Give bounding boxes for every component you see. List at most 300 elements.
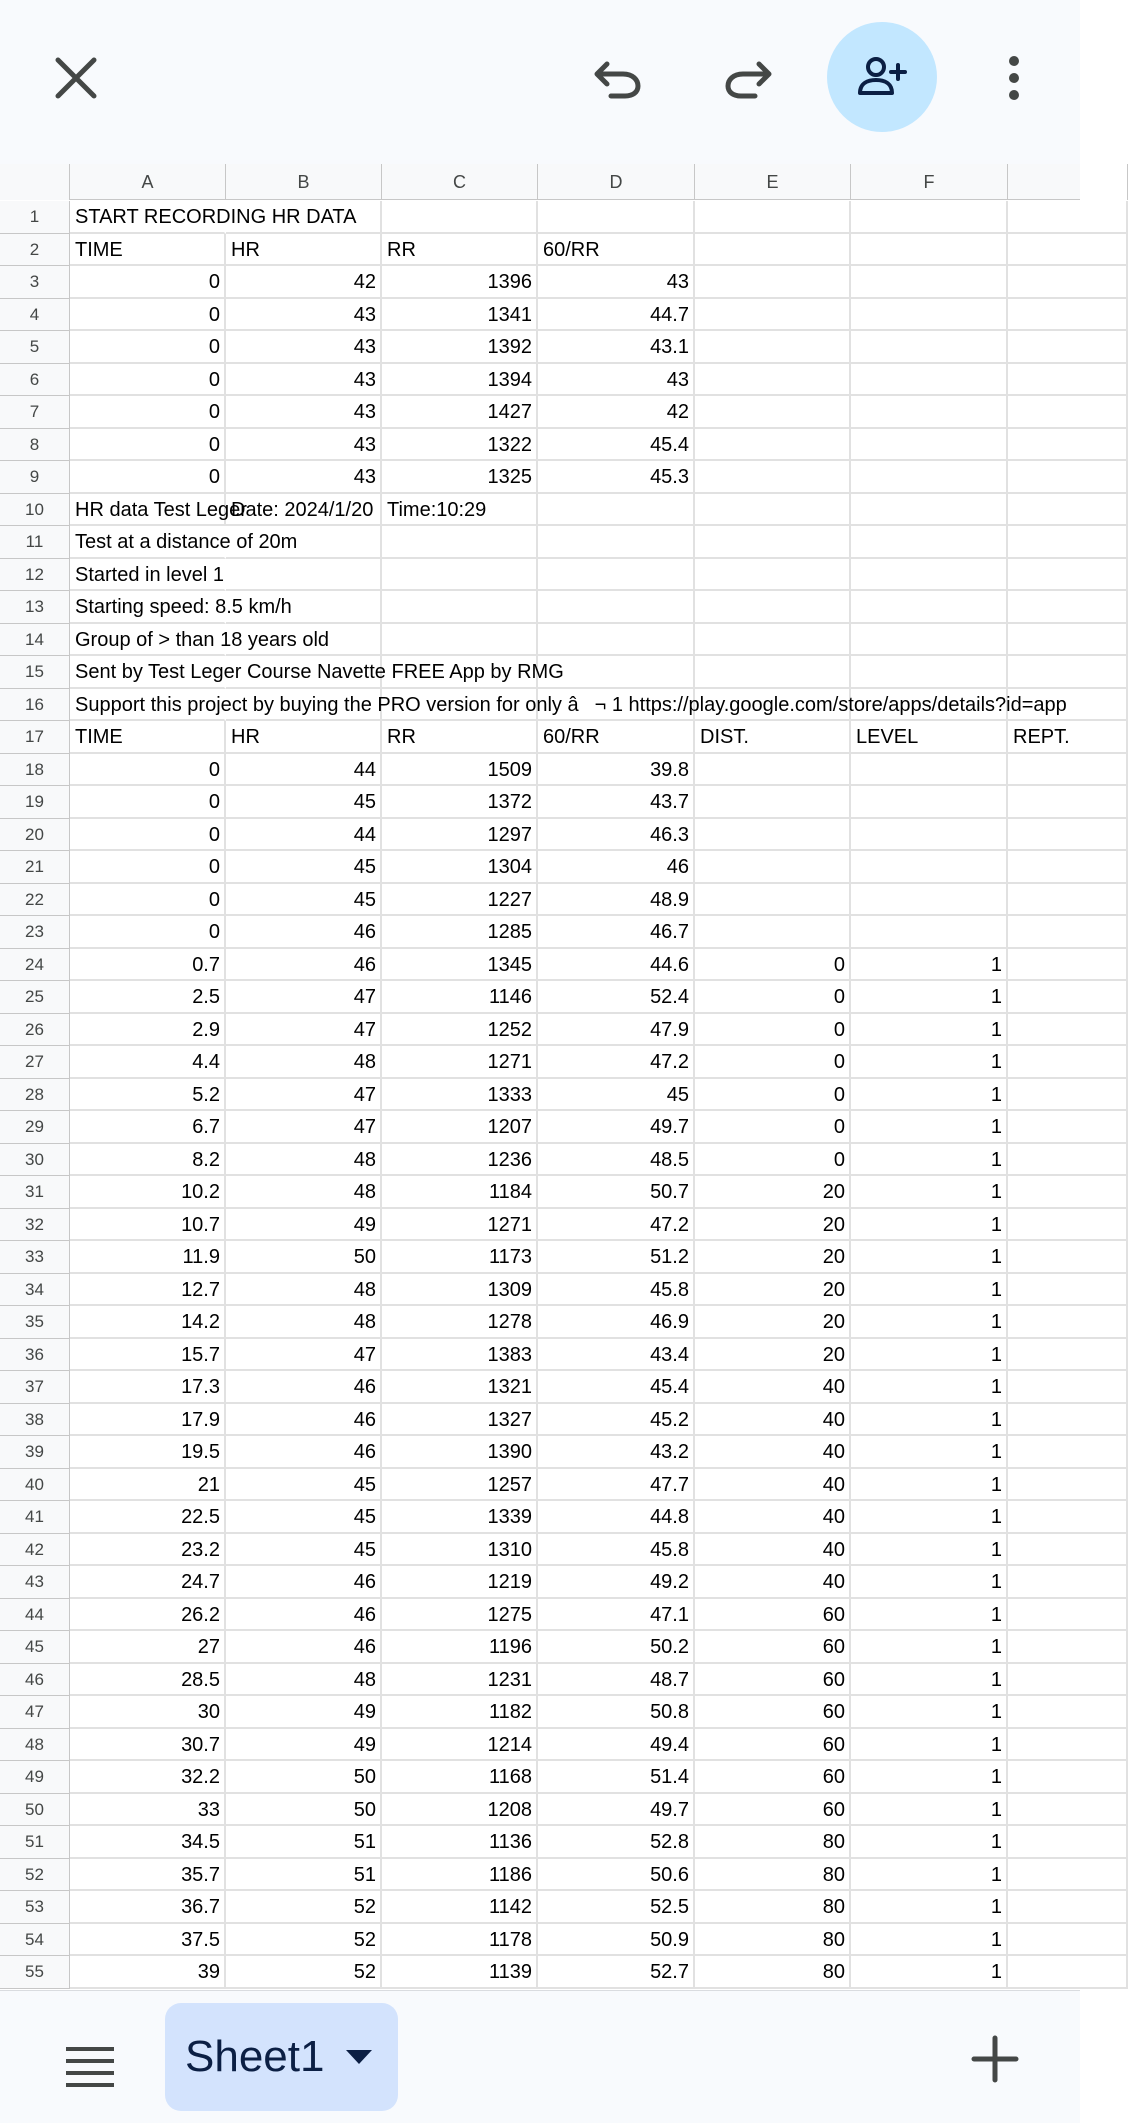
cell-g[interactable] <box>1008 559 1128 592</box>
cell-g[interactable] <box>1008 266 1128 299</box>
row-number[interactable]: 34 <box>0 1274 70 1307</box>
cell-a[interactable]: 2.9 <box>70 1014 226 1047</box>
row-number[interactable]: 7 <box>0 396 70 429</box>
cell-d[interactable]: 46.3 <box>538 819 695 852</box>
cell-g[interactable] <box>1008 1079 1128 1112</box>
cell-g[interactable] <box>1008 1274 1128 1307</box>
cell-c[interactable]: 1321 <box>382 1371 538 1404</box>
cell-a[interactable]: 0 <box>70 331 226 364</box>
cell-d[interactable]: 50.9 <box>538 1924 695 1957</box>
cell-c[interactable]: 1383 <box>382 1339 538 1372</box>
cell-e[interactable]: 0 <box>695 1144 851 1177</box>
cell-a[interactable]: 19.5 <box>70 1436 226 1469</box>
row-number[interactable]: 12 <box>0 559 70 592</box>
cell-d[interactable]: 45.4 <box>538 429 695 462</box>
cell-e[interactable]: 20 <box>695 1209 851 1242</box>
cell-g[interactable] <box>1008 1306 1128 1339</box>
cell-a[interactable]: 0 <box>70 461 226 494</box>
cell-c[interactable]: 1207 <box>382 1111 538 1144</box>
cell-e[interactable]: DIST. <box>695 721 851 754</box>
cell-a[interactable]: START RECORDING HR DATA <box>70 201 226 234</box>
cell-f[interactable]: 1 <box>851 1891 1008 1924</box>
cell-c[interactable]: RR <box>382 234 538 267</box>
row-number[interactable]: 53 <box>0 1891 70 1924</box>
row-number[interactable]: 10 <box>0 494 70 527</box>
row-number[interactable]: 43 <box>0 1566 70 1599</box>
cell-f[interactable]: 1 <box>851 1306 1008 1339</box>
cell-a[interactable]: 28.5 <box>70 1664 226 1697</box>
column-header-d[interactable]: D <box>538 164 695 200</box>
cell-c[interactable]: 1333 <box>382 1079 538 1112</box>
cell-g[interactable] <box>1008 1046 1128 1079</box>
cell-c[interactable]: 1214 <box>382 1729 538 1762</box>
cell-c[interactable]: 1372 <box>382 786 538 819</box>
cell-a[interactable]: 0 <box>70 299 226 332</box>
cell-e[interactable] <box>695 331 851 364</box>
row-number[interactable]: 48 <box>0 1729 70 1762</box>
cell-a[interactable]: 10.7 <box>70 1209 226 1242</box>
cell-c[interactable]: 1146 <box>382 981 538 1014</box>
row-number[interactable]: 15 <box>0 656 70 689</box>
cell-c[interactable]: 1345 <box>382 949 538 982</box>
cell-g[interactable] <box>1008 429 1128 462</box>
cell-c[interactable]: 1310 <box>382 1534 538 1567</box>
cell-g[interactable] <box>1008 591 1128 624</box>
cell-g[interactable] <box>1008 364 1128 397</box>
cell-g[interactable] <box>1008 1729 1128 1762</box>
cell-f[interactable]: 1 <box>851 1046 1008 1079</box>
cell-g[interactable] <box>1008 1826 1128 1859</box>
cell-a[interactable]: 21 <box>70 1469 226 1502</box>
cell-c[interactable]: 1392 <box>382 331 538 364</box>
cell-e[interactable]: 0 <box>695 981 851 1014</box>
cell-f[interactable] <box>851 916 1008 949</box>
cell-a[interactable]: 0.7 <box>70 949 226 982</box>
cell-a[interactable]: 0 <box>70 819 226 852</box>
cell-f[interactable]: 1 <box>851 1241 1008 1274</box>
cell-d[interactable]: 51.4 <box>538 1761 695 1794</box>
cell-c[interactable]: 1139 <box>382 1956 538 1989</box>
cell-e[interactable] <box>695 266 851 299</box>
row-number[interactable]: 6 <box>0 364 70 397</box>
cell-g[interactable] <box>1008 981 1128 1014</box>
cell-b[interactable]: 43 <box>226 429 382 462</box>
cell-c[interactable]: 1322 <box>382 429 538 462</box>
cell-c[interactable]: 1168 <box>382 1761 538 1794</box>
cell-d[interactable]: 43.2 <box>538 1436 695 1469</box>
cell-e[interactable]: 40 <box>695 1371 851 1404</box>
cell-e[interactable]: 20 <box>695 1176 851 1209</box>
cell-d[interactable]: 39.8 <box>538 754 695 787</box>
cell-a[interactable]: 24.7 <box>70 1566 226 1599</box>
cell-e[interactable]: 40 <box>695 1404 851 1437</box>
cell-e[interactable] <box>695 494 851 527</box>
cell-f[interactable]: 1 <box>851 981 1008 1014</box>
cell-e[interactable]: 40 <box>695 1436 851 1469</box>
cell-c[interactable]: 1509 <box>382 754 538 787</box>
cell-d[interactable]: 48.5 <box>538 1144 695 1177</box>
cell-g[interactable] <box>1008 754 1128 787</box>
cell-b[interactable]: 48 <box>226 1144 382 1177</box>
cell-e[interactable]: 20 <box>695 1241 851 1274</box>
column-header-g[interactable] <box>1008 164 1128 200</box>
cell-f[interactable]: 1 <box>851 1274 1008 1307</box>
cell-e[interactable]: 0 <box>695 949 851 982</box>
undo-button[interactable] <box>582 42 654 114</box>
cell-d[interactable]: 49.4 <box>538 1729 695 1762</box>
cell-e[interactable]: 0 <box>695 1046 851 1079</box>
cell-b[interactable]: 48 <box>226 1176 382 1209</box>
cell-g[interactable] <box>1008 1469 1128 1502</box>
close-button[interactable] <box>40 42 112 114</box>
cell-a[interactable]: 23.2 <box>70 1534 226 1567</box>
cell-g[interactable] <box>1008 1111 1128 1144</box>
cell-g[interactable] <box>1008 1859 1128 1892</box>
cell-e[interactable] <box>695 819 851 852</box>
cell-f[interactable]: 1 <box>851 1501 1008 1534</box>
cell-e[interactable] <box>695 364 851 397</box>
row-number[interactable]: 55 <box>0 1956 70 1989</box>
row-number[interactable]: 42 <box>0 1534 70 1567</box>
row-number[interactable]: 13 <box>0 591 70 624</box>
cell-e[interactable] <box>695 461 851 494</box>
cell-f[interactable]: 1 <box>851 1566 1008 1599</box>
cell-f[interactable]: 1 <box>851 1534 1008 1567</box>
cell-g[interactable] <box>1008 1664 1128 1697</box>
cell-b[interactable]: 43 <box>226 396 382 429</box>
cell-f[interactable]: 1 <box>851 1631 1008 1664</box>
cell-e[interactable]: 0 <box>695 1079 851 1112</box>
cell-f[interactable]: 1 <box>851 1209 1008 1242</box>
cell-e[interactable]: 0 <box>695 1111 851 1144</box>
cell-b[interactable]: 45 <box>226 786 382 819</box>
cell-f[interactable] <box>851 624 1008 657</box>
cell-g[interactable] <box>1008 396 1128 429</box>
row-number[interactable]: 22 <box>0 884 70 917</box>
cell-b[interactable]: 43 <box>226 364 382 397</box>
cell-f[interactable] <box>851 786 1008 819</box>
cell-c[interactable]: 1339 <box>382 1501 538 1534</box>
cell-c[interactable] <box>382 526 538 559</box>
cell-f[interactable] <box>851 299 1008 332</box>
cell-e[interactable] <box>695 591 851 624</box>
cell-f[interactable]: 1 <box>851 1599 1008 1632</box>
cell-c[interactable]: 1390 <box>382 1436 538 1469</box>
cell-a[interactable]: 0 <box>70 916 226 949</box>
cell-a[interactable]: 0 <box>70 429 226 462</box>
cell-a[interactable]: 0 <box>70 364 226 397</box>
cell-b[interactable]: 47 <box>226 1111 382 1144</box>
cell-a[interactable]: Support this project by buying the PRO version for only â¬ 1 https://play.google.com/store/apps/details?id=app <box>70 689 226 722</box>
cell-g[interactable] <box>1008 1209 1128 1242</box>
cell-f[interactable] <box>851 364 1008 397</box>
cell-d[interactable]: 50.8 <box>538 1696 695 1729</box>
cell-e[interactable]: 20 <box>695 1274 851 1307</box>
cell-f[interactable]: 1 <box>851 1794 1008 1827</box>
cell-a[interactable]: 5.2 <box>70 1079 226 1112</box>
cell-c[interactable]: 1327 <box>382 1404 538 1437</box>
cell-b[interactable]: 52 <box>226 1924 382 1957</box>
cell-f[interactable] <box>851 656 1008 689</box>
cell-a[interactable]: 0 <box>70 884 226 917</box>
cell-d[interactable]: 47.9 <box>538 1014 695 1047</box>
cell-e[interactable]: 0 <box>695 1014 851 1047</box>
cell-e[interactable]: 80 <box>695 1826 851 1859</box>
cell-a[interactable]: 33 <box>70 1794 226 1827</box>
cell-g[interactable] <box>1008 461 1128 494</box>
cell-f[interactable]: 1 <box>851 1144 1008 1177</box>
cell-d[interactable]: 49.7 <box>538 1794 695 1827</box>
cell-d[interactable]: 60/RR <box>538 234 695 267</box>
all-sheets-button[interactable] <box>50 2027 130 2107</box>
cell-g[interactable] <box>1008 851 1128 884</box>
cell-g[interactable] <box>1008 1956 1128 1989</box>
row-number[interactable]: 30 <box>0 1144 70 1177</box>
cell-a[interactable]: HR data Test Leger <box>70 494 226 527</box>
cell-g[interactable] <box>1008 1501 1128 1534</box>
cell-g[interactable] <box>1008 1794 1128 1827</box>
cell-c[interactable]: 1257 <box>382 1469 538 1502</box>
cell-f[interactable]: 1 <box>851 1956 1008 1989</box>
cell-a[interactable]: 0 <box>70 786 226 819</box>
row-number[interactable]: 52 <box>0 1859 70 1892</box>
cell-b[interactable]: 48 <box>226 1046 382 1079</box>
cell-d[interactable] <box>538 201 695 234</box>
cell-a[interactable]: 17.3 <box>70 1371 226 1404</box>
cell-f[interactable] <box>851 429 1008 462</box>
cell-d[interactable]: 49.2 <box>538 1566 695 1599</box>
row-number[interactable]: 47 <box>0 1696 70 1729</box>
cell-e[interactable]: 60 <box>695 1631 851 1664</box>
cell-b[interactable]: 47 <box>226 1014 382 1047</box>
cell-g[interactable] <box>1008 1436 1128 1469</box>
cell-f[interactable] <box>851 331 1008 364</box>
row-number[interactable]: 21 <box>0 851 70 884</box>
cell-a[interactable]: 0 <box>70 754 226 787</box>
cell-a[interactable]: 27 <box>70 1631 226 1664</box>
cell-e[interactable]: 80 <box>695 1956 851 1989</box>
cell-c[interactable]: 1208 <box>382 1794 538 1827</box>
cell-g[interactable] <box>1008 1631 1128 1664</box>
row-number[interactable]: 3 <box>0 266 70 299</box>
row-number[interactable]: 44 <box>0 1599 70 1632</box>
cell-c[interactable] <box>382 591 538 624</box>
row-number[interactable]: 41 <box>0 1501 70 1534</box>
cell-d[interactable]: 47.2 <box>538 1046 695 1079</box>
cell-e[interactable] <box>695 429 851 462</box>
cell-e[interactable] <box>695 201 851 234</box>
cell-b[interactable]: 49 <box>226 1209 382 1242</box>
cell-f[interactable]: LEVEL <box>851 721 1008 754</box>
cell-g[interactable] <box>1008 494 1128 527</box>
cell-c[interactable] <box>382 559 538 592</box>
row-number[interactable]: 45 <box>0 1631 70 1664</box>
row-number[interactable]: 28 <box>0 1079 70 1112</box>
cell-b[interactable]: 45 <box>226 1469 382 1502</box>
cell-c[interactable]: 1227 <box>382 884 538 917</box>
cell-e[interactable] <box>695 656 851 689</box>
cell-d[interactable]: 45.8 <box>538 1534 695 1567</box>
cell-b[interactable]: 44 <box>226 819 382 852</box>
cell-f[interactable]: 1 <box>851 1436 1008 1469</box>
cell-a[interactable]: 34.5 <box>70 1826 226 1859</box>
row-number[interactable]: 26 <box>0 1014 70 1047</box>
cell-f[interactable]: 1 <box>851 1404 1008 1437</box>
column-header-c[interactable]: C <box>382 164 538 200</box>
cell-a[interactable]: Group of > than 18 years old <box>70 624 226 657</box>
row-number[interactable]: 29 <box>0 1111 70 1144</box>
cell-a[interactable]: 36.7 <box>70 1891 226 1924</box>
cell-c[interactable]: 1285 <box>382 916 538 949</box>
cell-f[interactable] <box>851 201 1008 234</box>
cell-d[interactable]: 52.5 <box>538 1891 695 1924</box>
cell-a[interactable]: 10.2 <box>70 1176 226 1209</box>
cell-f[interactable]: 1 <box>851 1014 1008 1047</box>
row-number[interactable]: 11 <box>0 526 70 559</box>
cell-d[interactable] <box>538 591 695 624</box>
cell-f[interactable]: 1 <box>851 1339 1008 1372</box>
cell-a[interactable]: 30.7 <box>70 1729 226 1762</box>
cell-b[interactable]: 52 <box>226 1891 382 1924</box>
cell-b[interactable]: 47 <box>226 981 382 1014</box>
cell-f[interactable] <box>851 266 1008 299</box>
cell-f[interactable] <box>851 591 1008 624</box>
cell-c[interactable]: 1271 <box>382 1209 538 1242</box>
row-number[interactable]: 39 <box>0 1436 70 1469</box>
cell-e[interactable]: 60 <box>695 1794 851 1827</box>
cell-d[interactable]: 48.7 <box>538 1664 695 1697</box>
cell-d[interactable]: 47.7 <box>538 1469 695 1502</box>
cell-a[interactable]: Started in level 1 <box>70 559 226 592</box>
cell-e[interactable]: 40 <box>695 1566 851 1599</box>
cell-b[interactable]: 46 <box>226 916 382 949</box>
cell-c[interactable]: 1309 <box>382 1274 538 1307</box>
cell-e[interactable]: 60 <box>695 1599 851 1632</box>
cell-b[interactable]: 45 <box>226 884 382 917</box>
cell-c[interactable] <box>382 201 538 234</box>
cell-c[interactable]: 1236 <box>382 1144 538 1177</box>
cell-e[interactable]: 40 <box>695 1469 851 1502</box>
cell-c[interactable]: 1325 <box>382 461 538 494</box>
cell-a[interactable]: 22.5 <box>70 1501 226 1534</box>
cell-g[interactable] <box>1008 1534 1128 1567</box>
row-number[interactable]: 5 <box>0 331 70 364</box>
cell-f[interactable]: 1 <box>851 1371 1008 1404</box>
row-number[interactable]: 37 <box>0 1371 70 1404</box>
cell-a[interactable]: 0 <box>70 396 226 429</box>
cell-g[interactable] <box>1008 1404 1128 1437</box>
cell-a[interactable]: 39 <box>70 1956 226 1989</box>
cell-b[interactable]: HR <box>226 721 382 754</box>
cell-a[interactable]: 32.2 <box>70 1761 226 1794</box>
cell-b[interactable]: 42 <box>226 266 382 299</box>
cell-a[interactable]: 37.5 <box>70 1924 226 1957</box>
cell-b[interactable]: 45 <box>226 1501 382 1534</box>
cell-b[interactable]: 48 <box>226 1274 382 1307</box>
cell-d[interactable]: 50.2 <box>538 1631 695 1664</box>
cell-b[interactable]: 43 <box>226 461 382 494</box>
cell-g[interactable] <box>1008 526 1128 559</box>
cell-a[interactable]: 26.2 <box>70 1599 226 1632</box>
cell-b[interactable]: 46 <box>226 1404 382 1437</box>
cell-b[interactable]: 50 <box>226 1761 382 1794</box>
cell-c[interactable]: 1271 <box>382 1046 538 1079</box>
cell-f[interactable]: 1 <box>851 1826 1008 1859</box>
cell-f[interactable]: 1 <box>851 1761 1008 1794</box>
share-button[interactable] <box>827 22 937 132</box>
row-number[interactable]: 25 <box>0 981 70 1014</box>
cell-b[interactable]: 46 <box>226 1371 382 1404</box>
cell-d[interactable] <box>538 624 695 657</box>
row-number[interactable]: 32 <box>0 1209 70 1242</box>
cell-b[interactable]: 44 <box>226 754 382 787</box>
row-number[interactable]: 46 <box>0 1664 70 1697</box>
cell-c[interactable]: 1196 <box>382 1631 538 1664</box>
cell-c[interactable]: RR <box>382 721 538 754</box>
cell-d[interactable]: 60/RR <box>538 721 695 754</box>
cell-d[interactable] <box>538 559 695 592</box>
cell-c[interactable]: 1278 <box>382 1306 538 1339</box>
cell-c[interactable]: 1252 <box>382 1014 538 1047</box>
cell-d[interactable]: 51.2 <box>538 1241 695 1274</box>
cell-f[interactable]: 1 <box>851 1859 1008 1892</box>
cell-f[interactable] <box>851 884 1008 917</box>
cell-e[interactable] <box>695 234 851 267</box>
cell-f[interactable]: 1 <box>851 1664 1008 1697</box>
cell-a[interactable]: Starting speed: 8.5 km/h <box>70 591 226 624</box>
cell-g[interactable] <box>1008 1924 1128 1957</box>
sheet-tab-sheet1[interactable] <box>165 2003 398 2111</box>
cell-a[interactable]: 11.9 <box>70 1241 226 1274</box>
cell-g[interactable] <box>1008 1014 1128 1047</box>
cell-b[interactable]: 43 <box>226 299 382 332</box>
row-number[interactable]: 54 <box>0 1924 70 1957</box>
cell-c[interactable]: 1427 <box>382 396 538 429</box>
row-number[interactable]: 51 <box>0 1826 70 1859</box>
cell-d[interactable]: 47.2 <box>538 1209 695 1242</box>
cell-c[interactable]: 1341 <box>382 299 538 332</box>
cell-e[interactable]: 60 <box>695 1664 851 1697</box>
row-number[interactable]: 9 <box>0 461 70 494</box>
cell-e[interactable] <box>695 624 851 657</box>
row-number[interactable]: 20 <box>0 819 70 852</box>
cell-b[interactable]: 51 <box>226 1859 382 1892</box>
cell-a[interactable]: 4.4 <box>70 1046 226 1079</box>
row-number[interactable]: 35 <box>0 1306 70 1339</box>
cell-b[interactable]: 49 <box>226 1729 382 1762</box>
cell-e[interactable] <box>695 851 851 884</box>
cell-d[interactable]: 45.2 <box>538 1404 695 1437</box>
row-number[interactable]: 27 <box>0 1046 70 1079</box>
cell-d[interactable] <box>538 494 695 527</box>
cell-c[interactable]: Time:10:29 <box>382 494 538 527</box>
cell-a[interactable]: 12.7 <box>70 1274 226 1307</box>
cell-c[interactable]: 1186 <box>382 1859 538 1892</box>
cell-f[interactable] <box>851 819 1008 852</box>
cell-g[interactable] <box>1008 1599 1128 1632</box>
cell-g[interactable] <box>1008 1696 1128 1729</box>
cell-c[interactable]: 1396 <box>382 266 538 299</box>
cell-g[interactable] <box>1008 949 1128 982</box>
cell-b[interactable]: 45 <box>226 851 382 884</box>
cell-g[interactable] <box>1008 1891 1128 1924</box>
cell-c[interactable] <box>382 624 538 657</box>
cell-b[interactable]: 46 <box>226 1436 382 1469</box>
cell-g[interactable] <box>1008 786 1128 819</box>
cell-f[interactable]: 1 <box>851 1111 1008 1144</box>
cell-d[interactable]: 50.7 <box>538 1176 695 1209</box>
cell-e[interactable] <box>695 916 851 949</box>
